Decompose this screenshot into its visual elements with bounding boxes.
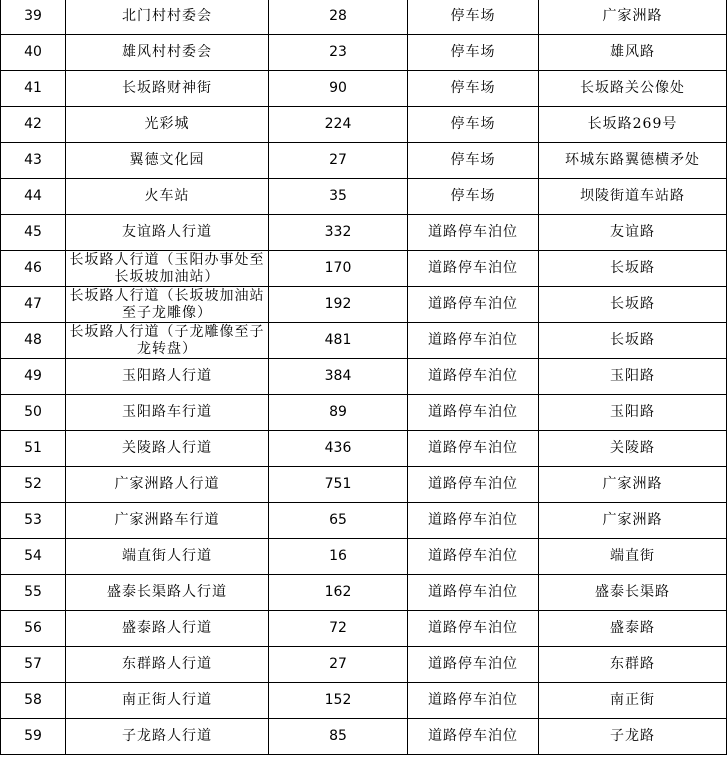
table-row: [1, 35, 727, 71]
row-number-cell: 56: [1, 611, 66, 647]
parking-name-cell: 火车站: [66, 179, 269, 215]
table-row: [1, 539, 727, 575]
parking-name-cell: 长坂路人行道（长坂坡加油站至子龙雕像）: [66, 287, 269, 323]
row-number-cell: 48: [1, 323, 66, 359]
location-cell: 玉阳路: [539, 359, 727, 395]
parking-type-cell: 停车场: [408, 0, 539, 35]
row-number-cell: 41: [1, 71, 66, 107]
parking-type-cell: 道路停车泊位: [408, 395, 539, 431]
row-number-cell: 51: [1, 431, 66, 467]
table-row: [1, 359, 727, 395]
table-row: [1, 575, 727, 611]
parking-name-cell: 子龙路人行道: [66, 719, 269, 755]
location-cell: 长坂路269号: [539, 107, 727, 143]
location-cell: 端直街: [539, 539, 727, 575]
parking-name-cell: 玉阳路车行道: [66, 395, 269, 431]
space-count-cell: 16: [269, 539, 408, 575]
row-number-cell: 59: [1, 719, 66, 755]
space-count-cell: 332: [269, 215, 408, 251]
location-cell: 长坂路关公像处: [539, 71, 727, 107]
space-count-cell: 89: [269, 395, 408, 431]
table-row: [1, 287, 727, 323]
parking-name-cell: 东群路人行道: [66, 647, 269, 683]
row-number-cell: 49: [1, 359, 66, 395]
parking-name-cell: 南正街人行道: [66, 683, 269, 719]
row-number-cell: 52: [1, 467, 66, 503]
location-cell: 广家洲路: [539, 503, 727, 539]
parking-name-cell: 长坂路人行道（玉阳办事处至长坂坡加油站）: [66, 251, 269, 287]
parking-name-cell: 关陵路人行道: [66, 431, 269, 467]
row-number-cell: 46: [1, 251, 66, 287]
location-cell: 友谊路: [539, 215, 727, 251]
table-row: [1, 395, 727, 431]
parking-name-cell: 广家洲路车行道: [66, 503, 269, 539]
table-row: [1, 179, 727, 215]
location-cell: 长坂路: [539, 251, 727, 287]
parking-name-cell: 端直街人行道: [66, 539, 269, 575]
parking-type-cell: 道路停车泊位: [408, 251, 539, 287]
location-cell: 长坂路: [539, 287, 727, 323]
space-count-cell: 152: [269, 683, 408, 719]
parking-type-cell: 停车场: [408, 71, 539, 107]
parking-name-cell: 北门村村委会: [66, 0, 269, 35]
table-row: [1, 71, 727, 107]
table-row: [1, 431, 727, 467]
parking-name-cell: 雄风村村委会: [66, 35, 269, 71]
row-number-cell: 43: [1, 143, 66, 179]
space-count-cell: 72: [269, 611, 408, 647]
parking-type-cell: 道路停车泊位: [408, 683, 539, 719]
parking-type-cell: 停车场: [408, 107, 539, 143]
row-number-cell: 39: [1, 0, 66, 35]
location-cell: 关陵路: [539, 431, 727, 467]
parking-type-cell: 道路停车泊位: [408, 539, 539, 575]
location-cell: 坝陵街道车站路: [539, 179, 727, 215]
row-number-cell: 47: [1, 287, 66, 323]
parking-type-cell: 道路停车泊位: [408, 575, 539, 611]
space-count-cell: 170: [269, 251, 408, 287]
table-row: [1, 467, 727, 503]
space-count-cell: 85: [269, 719, 408, 755]
parking-type-cell: 道路停车泊位: [408, 467, 539, 503]
table-row: [1, 683, 727, 719]
location-cell: 广家洲路: [539, 0, 727, 35]
parking-name-cell: 长坂路人行道（子龙雕像至子龙转盘）: [66, 323, 269, 359]
table-row: [1, 251, 727, 287]
table-row: [1, 323, 727, 359]
parking-type-cell: 道路停车泊位: [408, 359, 539, 395]
space-count-cell: 481: [269, 323, 408, 359]
parking-type-cell: 道路停车泊位: [408, 719, 539, 755]
parking-name-cell: 光彩城: [66, 107, 269, 143]
location-cell: 盛泰长渠路: [539, 575, 727, 611]
row-number-cell: 53: [1, 503, 66, 539]
space-count-cell: 162: [269, 575, 408, 611]
parking-name-cell: 盛泰路人行道: [66, 611, 269, 647]
row-number-cell: 55: [1, 575, 66, 611]
row-number-cell: 50: [1, 395, 66, 431]
space-count-cell: 384: [269, 359, 408, 395]
row-number-cell: 44: [1, 179, 66, 215]
table-row: [1, 611, 727, 647]
parking-name-cell: 广家洲路人行道: [66, 467, 269, 503]
location-cell: 玉阳路: [539, 395, 727, 431]
space-count-cell: 35: [269, 179, 408, 215]
space-count-cell: 192: [269, 287, 408, 323]
table-body: [1, 0, 727, 755]
row-number-cell: 45: [1, 215, 66, 251]
parking-type-cell: 道路停车泊位: [408, 287, 539, 323]
space-count-cell: 27: [269, 647, 408, 683]
location-cell: 广家洲路: [539, 467, 727, 503]
space-count-cell: 90: [269, 71, 408, 107]
location-cell: 子龙路: [539, 719, 727, 755]
space-count-cell: 224: [269, 107, 408, 143]
location-cell: 东群路: [539, 647, 727, 683]
location-cell: 南正街: [539, 683, 727, 719]
parking-type-cell: 道路停车泊位: [408, 431, 539, 467]
parking-type-cell: 道路停车泊位: [408, 611, 539, 647]
row-number-cell: 42: [1, 107, 66, 143]
row-number-cell: 58: [1, 683, 66, 719]
parking-type-cell: 道路停车泊位: [408, 215, 539, 251]
table-row: [1, 0, 727, 35]
location-cell: 长坂路: [539, 323, 727, 359]
parking-name-cell: 盛泰长渠路人行道: [66, 575, 269, 611]
parking-name-cell: 友谊路人行道: [66, 215, 269, 251]
parking-type-cell: 停车场: [408, 179, 539, 215]
space-count-cell: 28: [269, 0, 408, 35]
parking-type-cell: 道路停车泊位: [408, 503, 539, 539]
row-number-cell: 54: [1, 539, 66, 575]
space-count-cell: 27: [269, 143, 408, 179]
location-cell: 盛泰路: [539, 611, 727, 647]
space-count-cell: 23: [269, 35, 408, 71]
parking-name-cell: 翼德文化园: [66, 143, 269, 179]
parking-name-cell: 长坂路财神街: [66, 71, 269, 107]
space-count-cell: 65: [269, 503, 408, 539]
table-row: [1, 107, 727, 143]
parking-name-cell: 玉阳路人行道: [66, 359, 269, 395]
parking-type-cell: 停车场: [408, 143, 539, 179]
row-number-cell: 40: [1, 35, 66, 71]
table-row: [1, 215, 727, 251]
table-row: [1, 719, 727, 755]
parking-type-cell: 道路停车泊位: [408, 323, 539, 359]
space-count-cell: 751: [269, 467, 408, 503]
parking-type-cell: 停车场: [408, 35, 539, 71]
space-count-cell: 436: [269, 431, 408, 467]
location-cell: 雄风路: [539, 35, 727, 71]
table-row: [1, 503, 727, 539]
row-number-cell: 57: [1, 647, 66, 683]
location-cell: 环城东路翼德横矛处: [539, 143, 727, 179]
table-row: [1, 647, 727, 683]
table-row: [1, 143, 727, 179]
parking-type-cell: 道路停车泊位: [408, 647, 539, 683]
